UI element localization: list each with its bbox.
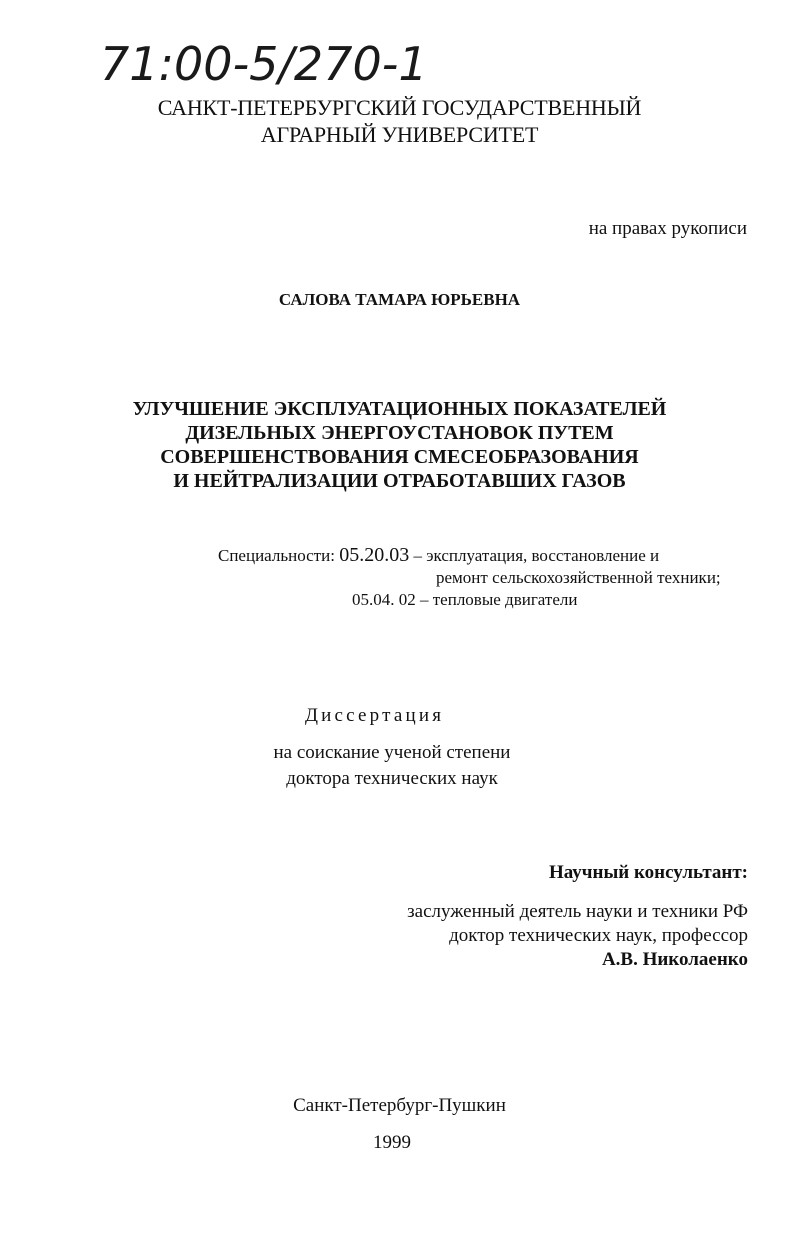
title-line-2: ДИЗЕЛЬНЫХ ЭНЕРГОУСТАНОВОК ПУТЕМ	[185, 422, 614, 444]
specialty-line-3	[352, 590, 577, 610]
degree-statement	[0, 740, 784, 792]
work-type: Диссертация	[305, 705, 445, 726]
specialty-line-2: ремонт сельскохозяйственной техники;	[436, 568, 721, 587]
specialty-desc-2: – тепловые двигатели	[415, 590, 578, 609]
consultant-heading: Научный консультант:	[548, 862, 748, 883]
dissertation-title	[0, 397, 799, 493]
author-name: САЛОВА ТАМАРА ЮРЬЕВНА	[278, 290, 521, 309]
year: 1999	[373, 1132, 411, 1153]
university-line-1: САНКТ-ПЕТЕРБУРГСКИЙ ГОСУДАРСТВЕННЫЙ	[157, 95, 642, 120]
consultant-title-1: заслуженный деятель науки и техники РФ	[407, 901, 748, 922]
handwritten-code-text: 71:00-5/270-1	[100, 37, 428, 91]
title-line-3: СОВЕРШЕНСТВОВАНИЯ СМЕСЕОБРАЗОВАНИЯ	[160, 446, 639, 468]
title-line-1: УЛУЧШЕНИЕ ЭКСПЛУАТАЦИОННЫХ ПОКАЗАТЕЛЕЙ	[132, 398, 667, 420]
city: Санкт-Петербург-Пушкин	[293, 1095, 506, 1116]
consultant-name: А.В. Николаенко	[601, 949, 748, 970]
rights-note: на правах рукописи	[588, 218, 747, 239]
consultant-block	[407, 900, 748, 972]
university-name	[0, 94, 799, 148]
specialty-code-2: 05.04. 02	[352, 590, 416, 609]
consultant-title-2: доктор технических наук, профессор	[449, 925, 748, 946]
title-line-4: И НЕЙТРАЛИЗАЦИИ ОТРАБОТАВШИХ ГАЗОВ	[173, 470, 626, 492]
degree-line-1: на соискание ученой степени	[273, 742, 511, 763]
handwritten-archive-code	[96, 26, 496, 96]
specialty-desc-1: – эксплуатация, восстановление и	[409, 546, 660, 565]
degree-line-2: доктора технических наук	[286, 768, 498, 789]
specialties-label: Специальности:	[218, 546, 335, 565]
specialty-code-1: 05.20.03	[339, 544, 410, 566]
specialty-line-1	[218, 544, 659, 567]
university-line-2: АГРАРНЫЙ УНИВЕРСИТЕТ	[260, 122, 539, 147]
